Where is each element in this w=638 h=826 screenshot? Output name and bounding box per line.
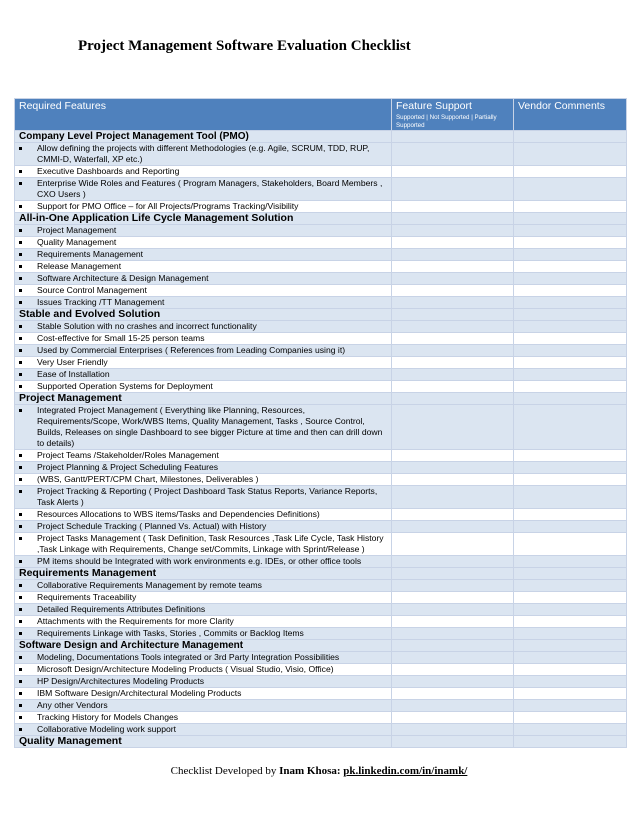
feature-label: Project Tasks Management ( Task Definition, Task Resources ,Task Life Cycle, Task History ,Task Linkage with Requirements, Change set/Commits, Linkage with Sprint/Release ) — [15, 533, 392, 556]
checklist-item-row — [15, 700, 627, 712]
support-cell[interactable] — [392, 712, 514, 724]
comments-cell[interactable] — [514, 688, 627, 700]
feature-label: Requirements Management — [15, 249, 392, 261]
comments-cell[interactable] — [514, 533, 627, 556]
feature-label: Quality Management — [15, 237, 392, 249]
comments-cell[interactable] — [514, 297, 627, 309]
support-cell[interactable] — [392, 616, 514, 628]
comments-cell[interactable] — [514, 676, 627, 688]
checklist-item-row — [15, 604, 627, 616]
comments-cell[interactable] — [514, 369, 627, 381]
footer-link[interactable]: pk.linkedin.com/in/inamk/ — [343, 765, 468, 777]
comments-cell[interactable] — [514, 405, 627, 450]
checklist-item-row — [15, 486, 627, 509]
support-cell[interactable] — [392, 333, 514, 345]
feature-label: Project Teams /Stakeholder/Roles Management — [15, 450, 392, 462]
checklist-item-row — [15, 225, 627, 237]
support-cell[interactable] — [392, 450, 514, 462]
checklist-item-row — [15, 724, 627, 736]
feature-label: Any other Vendors — [15, 700, 392, 712]
checklist-item-row — [15, 688, 627, 700]
section-title: All-in-One Application Life Cycle Management Solution — [15, 213, 392, 225]
comments-cell[interactable] — [514, 580, 627, 592]
document-title: Project Management Software Evaluation Checklist — [78, 38, 411, 54]
support-cell[interactable] — [392, 604, 514, 616]
checklist-item-row — [15, 712, 627, 724]
feature-label: Issues Tracking /TT Management — [15, 297, 392, 309]
support-cell[interactable] — [392, 592, 514, 604]
comments-cell[interactable] — [514, 712, 627, 724]
section-row — [15, 640, 627, 652]
section-row — [15, 213, 627, 225]
checklist-item-row — [15, 556, 627, 568]
feature-label: (WBS, Gantt/PERT/CPM Chart, Milestones, Deliverables ) — [15, 474, 392, 486]
comments-cell[interactable] — [514, 450, 627, 462]
feature-label: Stable Solution with no crashes and incorrect functionality — [15, 321, 392, 333]
checklist-item-row — [15, 521, 627, 533]
comments-cell[interactable] — [514, 357, 627, 369]
section-title: Stable and Evolved Solution — [15, 309, 392, 321]
section-title: Company Level Project Management Tool (PMO) — [15, 131, 392, 143]
comments-cell[interactable] — [514, 736, 627, 748]
comments-cell[interactable] — [514, 166, 627, 178]
support-cell[interactable] — [392, 369, 514, 381]
checklist-item-row — [15, 474, 627, 486]
feature-label: IBM Software Design/Architectural Modeling Products — [15, 688, 392, 700]
support-cell[interactable] — [392, 273, 514, 285]
checklist-item-row — [15, 201, 627, 213]
checklist-item-row — [15, 285, 627, 297]
feature-label: Support for PMO Office – for All Projects/Programs Tracking/Visibility — [15, 201, 392, 213]
comments-cell[interactable] — [514, 393, 627, 405]
feature-label: Used by Commercial Enterprises ( References from Leading Companies using it) — [15, 345, 392, 357]
comments-cell[interactable] — [514, 285, 627, 297]
support-cell[interactable] — [392, 652, 514, 664]
comments-cell[interactable] — [514, 333, 627, 345]
support-cell[interactable] — [392, 580, 514, 592]
section-row — [15, 736, 627, 748]
support-cell[interactable] — [392, 357, 514, 369]
checklist-item-row — [15, 381, 627, 393]
section-row — [15, 393, 627, 405]
support-cell[interactable] — [392, 297, 514, 309]
comments-cell[interactable] — [514, 201, 627, 213]
feature-label: Attachments with the Requirements for more Clarity — [15, 616, 392, 628]
comments-cell[interactable] — [514, 131, 627, 143]
support-cell[interactable] — [392, 688, 514, 700]
support-cell[interactable] — [392, 405, 514, 450]
support-cell[interactable] — [392, 533, 514, 556]
checklist-item-row — [15, 166, 627, 178]
checklist-item-row — [15, 405, 627, 450]
support-cell[interactable] — [392, 474, 514, 486]
header-required-features — [15, 99, 392, 131]
section-row — [15, 309, 627, 321]
feature-label: Project Management — [15, 225, 392, 237]
checklist-item-row — [15, 580, 627, 592]
feature-label: PM items should be Integrated with work environments e.g. IDEs, or other office tools — [15, 556, 392, 568]
feature-label: Ease of Installation — [15, 369, 392, 381]
comments-cell[interactable] — [514, 521, 627, 533]
feature-label: Supported Operation Systems for Deployment — [15, 381, 392, 393]
evaluation-checklist-table — [14, 98, 627, 748]
support-cell[interactable] — [392, 393, 514, 405]
feature-label: Software Architecture & Design Management — [15, 273, 392, 285]
checklist-item-row — [15, 143, 627, 166]
header-vendor-comments — [514, 99, 627, 131]
support-cell[interactable] — [392, 568, 514, 580]
support-cell[interactable] — [392, 131, 514, 143]
feature-label: Very User Friendly — [15, 357, 392, 369]
feature-label: HP Design/Architectures Modeling Products — [15, 676, 392, 688]
checklist-item-row — [15, 628, 627, 640]
support-cell[interactable] — [392, 381, 514, 393]
support-cell[interactable] — [392, 462, 514, 474]
section-title: Software Design and Architecture Management — [15, 640, 392, 652]
feature-label: Release Management — [15, 261, 392, 273]
checklist-item-row — [15, 616, 627, 628]
checklist-item-row — [15, 369, 627, 381]
feature-label: Microsoft Design/Architecture Modeling Products ( Visual Studio, Visio, Office) — [15, 664, 392, 676]
comments-cell[interactable] — [514, 628, 627, 640]
feature-label: Project Schedule Tracking ( Planned Vs. Actual) with History — [15, 521, 392, 533]
comments-cell[interactable] — [514, 249, 627, 261]
comments-cell[interactable] — [514, 462, 627, 474]
support-cell[interactable] — [392, 556, 514, 568]
checklist-item-row — [15, 261, 627, 273]
checklist-item-row — [15, 321, 627, 333]
checklist-item-row — [15, 450, 627, 462]
checklist-item-row — [15, 509, 627, 521]
checklist-item-row — [15, 237, 627, 249]
comments-cell[interactable] — [514, 309, 627, 321]
feature-label: Requirements Linkage with Tasks, Stories , Commits or Backlog Items — [15, 628, 392, 640]
support-cell[interactable] — [392, 509, 514, 521]
support-cell[interactable] — [392, 213, 514, 225]
support-cell[interactable] — [392, 285, 514, 297]
checklist-item-row — [15, 273, 627, 285]
checklist-item-row — [15, 592, 627, 604]
support-cell[interactable] — [392, 225, 514, 237]
section-title: Requirements Management — [15, 568, 392, 580]
section-row — [15, 568, 627, 580]
comments-cell[interactable] — [514, 724, 627, 736]
comments-cell[interactable] — [514, 509, 627, 521]
checklist-item-row — [15, 533, 627, 556]
comments-cell[interactable] — [514, 474, 627, 486]
feature-label: Collaborative Modeling work support — [15, 724, 392, 736]
comments-cell[interactable] — [514, 664, 627, 676]
support-cell[interactable] — [392, 700, 514, 712]
feature-label: Tracking History for Models Changes — [15, 712, 392, 724]
support-cell[interactable] — [392, 664, 514, 676]
section-title: Quality Management — [15, 736, 392, 748]
support-cell[interactable] — [392, 724, 514, 736]
support-cell[interactable] — [392, 237, 514, 249]
comments-cell[interactable] — [514, 556, 627, 568]
support-cell[interactable] — [392, 676, 514, 688]
support-cell[interactable] — [392, 309, 514, 321]
support-cell[interactable] — [392, 249, 514, 261]
support-cell[interactable] — [392, 261, 514, 273]
comments-cell[interactable] — [514, 652, 627, 664]
comments-cell[interactable] — [514, 237, 627, 249]
section-row — [15, 131, 627, 143]
header-support-options: Supported | Not Supported | Partially Supported — [396, 114, 497, 129]
comments-cell[interactable] — [514, 700, 627, 712]
checklist-item-row — [15, 676, 627, 688]
feature-label: Source Control Management — [15, 285, 392, 297]
checklist-item-row — [15, 249, 627, 261]
support-cell[interactable] — [392, 345, 514, 357]
comments-cell[interactable] — [514, 321, 627, 333]
checklist-item-row — [15, 357, 627, 369]
comments-cell[interactable] — [514, 592, 627, 604]
support-cell[interactable] — [392, 143, 514, 166]
feature-label: Detailed Requirements Attributes Definitions — [15, 604, 392, 616]
comments-cell[interactable] — [514, 213, 627, 225]
comments-cell[interactable] — [514, 381, 627, 393]
support-cell[interactable] — [392, 486, 514, 509]
footer-prefix: Checklist Developed by — [170, 765, 277, 777]
comments-cell[interactable] — [514, 225, 627, 237]
feature-label: Modeling, Documentations Tools integrated or 3rd Party Integration Possibilities — [15, 652, 392, 664]
checklist-item-row — [15, 178, 627, 201]
support-cell[interactable] — [392, 178, 514, 201]
footer-author: Inam Khosa: — [279, 765, 341, 777]
comments-cell[interactable] — [514, 604, 627, 616]
comments-cell[interactable] — [514, 178, 627, 201]
support-cell[interactable] — [392, 521, 514, 533]
feature-label: Allow defining the projects with different Methodologies (e.g. Agile, SCRUM, TDD, RUP, CMMI-D, Waterfall, XP etc.) — [15, 143, 392, 166]
checklist-body — [15, 131, 627, 748]
support-cell[interactable] — [392, 166, 514, 178]
checklist-item-row — [15, 333, 627, 345]
header-feature-support — [392, 99, 514, 131]
feature-label: Integrated Project Management ( Everything like Planning, Resources, Requirements/Scope, Work/WBS Items, Quality Management, Tasks , Source Control, Builds, Releases on single Dashboard to see bigger Picture at time and then can drill down to details) — [15, 405, 392, 450]
feature-label: Collaborative Requirements Management by remote teams — [15, 580, 392, 592]
comments-cell[interactable] — [514, 568, 627, 580]
feature-label: Resources Allocations to WBS items/Tasks and Dependencies Definitions) — [15, 509, 392, 521]
support-cell[interactable] — [392, 736, 514, 748]
comments-cell[interactable] — [514, 640, 627, 652]
support-cell[interactable] — [392, 640, 514, 652]
support-cell[interactable] — [392, 201, 514, 213]
support-cell[interactable] — [392, 628, 514, 640]
feature-label: Project Tracking & Reporting ( Project Dashboard Task Status Reports, Variance Reports, Task Alerts ) — [15, 486, 392, 509]
section-title: Project Management — [15, 393, 392, 405]
checklist-item-row — [15, 462, 627, 474]
comments-cell[interactable] — [514, 143, 627, 166]
feature-label: Requirements Traceability — [15, 592, 392, 604]
checklist-item-row — [15, 664, 627, 676]
table-header-row — [15, 99, 627, 131]
checklist-item-row — [15, 345, 627, 357]
header-features-label: Required Features — [19, 100, 106, 112]
checklist-item-row — [15, 652, 627, 664]
header-comments-label: Vendor Comments — [518, 100, 605, 112]
header-support-label: Feature Support — [396, 100, 472, 112]
comments-cell[interactable] — [514, 261, 627, 273]
footer — [0, 765, 638, 777]
feature-label: Executive Dashboards and Reporting — [15, 166, 392, 178]
support-cell[interactable] — [392, 321, 514, 333]
checklist-item-row — [15, 297, 627, 309]
comments-cell[interactable] — [514, 486, 627, 509]
comments-cell[interactable] — [514, 345, 627, 357]
comments-cell[interactable] — [514, 616, 627, 628]
comments-cell[interactable] — [514, 273, 627, 285]
feature-label: Enterprise Wide Roles and Features ( Program Managers, Stakeholders, Board Members , CXO Users ) — [15, 178, 392, 201]
feature-label: Project Planning & Project Scheduling Features — [15, 462, 392, 474]
feature-label: Cost-effective for Small 15-25 person teams — [15, 333, 392, 345]
